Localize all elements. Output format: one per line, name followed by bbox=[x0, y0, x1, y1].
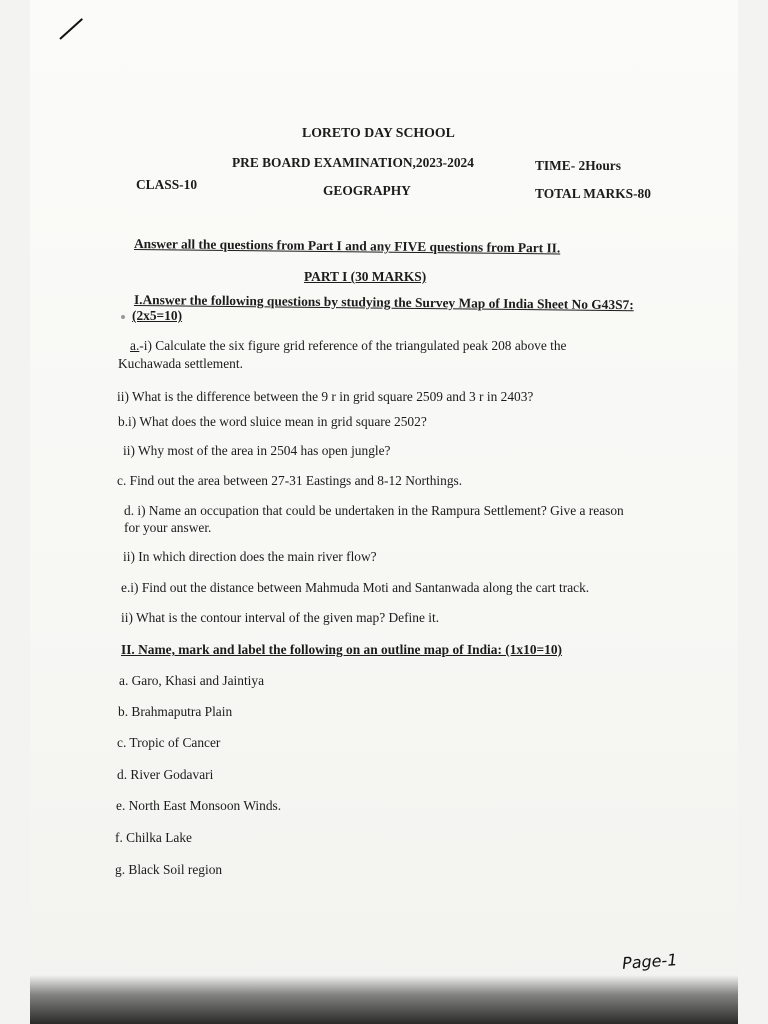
subject-label: GEOGRAPHY bbox=[323, 183, 411, 198]
question-b-ii: ii) Why most of the area in 2504 has open jungle? bbox=[123, 443, 391, 458]
q1-heading: I.Answer the following questions by studying the Survey Map of India Sheet No G43S7: bbox=[133, 292, 634, 313]
speck bbox=[121, 315, 125, 319]
question-d-i-cont: for your answer. bbox=[124, 520, 212, 535]
total-marks: TOTAL MARKS-80 bbox=[535, 186, 651, 201]
class-label: CLASS-10 bbox=[136, 177, 198, 192]
map-item-d: d. River Godavari bbox=[117, 767, 214, 782]
map-item-c: c. Tropic of Cancer bbox=[117, 735, 221, 750]
question-a-text: -i) Calculate the six figure grid reference of the triangulated peak 208 above the bbox=[139, 338, 567, 353]
map-item-f: f. Chilka Lake bbox=[115, 830, 192, 845]
part1-title: PART I (30 MARKS) bbox=[304, 269, 427, 284]
exam-time: TIME- 2Hours bbox=[535, 158, 621, 173]
question-a-i-cont: Kuchawada settlement. bbox=[118, 356, 243, 371]
q2-heading: II. Name, mark and label the following on an outline map of India: (1x10=10) bbox=[121, 642, 563, 657]
map-item-a: a. Garo, Khasi and Jaintiya bbox=[119, 673, 265, 688]
question-b-i: b.i) What does the word sluice mean in grid square 2502? bbox=[118, 414, 427, 429]
question-e-i: e.i) Find out the distance between Mahmuda Moti and Santanwada along the cart track. bbox=[121, 580, 590, 595]
map-item-b: b. Brahmaputra Plain bbox=[118, 704, 233, 719]
q1-marks: (2x5=10) bbox=[132, 308, 183, 323]
page-edge-shadow bbox=[30, 975, 738, 1024]
question-a-prefix: a. bbox=[130, 338, 140, 353]
question-e-ii: ii) What is the contour interval of the given map? Define it. bbox=[121, 610, 440, 625]
question-a-ii: ii) What is the difference between the 9 r in grid square 2509 and 3 r in 2403? bbox=[117, 389, 534, 404]
question-c: c. Find out the area between 27-31 Eastings and 8-12 Northings. bbox=[117, 473, 463, 488]
general-instructions: Answer all the questions from Part I and any FIVE questions from Part II. bbox=[133, 236, 561, 256]
question-d-ii: ii) In which direction does the main river flow? bbox=[123, 549, 377, 564]
exam-title: PRE BOARD EXAMINATION,2023-2024 bbox=[232, 155, 474, 170]
question-a-i bbox=[130, 338, 567, 354]
map-item-g: g. Black Soil region bbox=[115, 862, 223, 877]
school-name: LORETO DAY SCHOOL bbox=[302, 125, 455, 140]
question-d-i: d. i) Name an occupation that could be undertaken in the Rampura Settlement? Give a reason bbox=[124, 503, 624, 518]
page-number: Page-1 bbox=[621, 950, 679, 973]
map-item-e: e. North East Monsoon Winds. bbox=[116, 798, 282, 813]
